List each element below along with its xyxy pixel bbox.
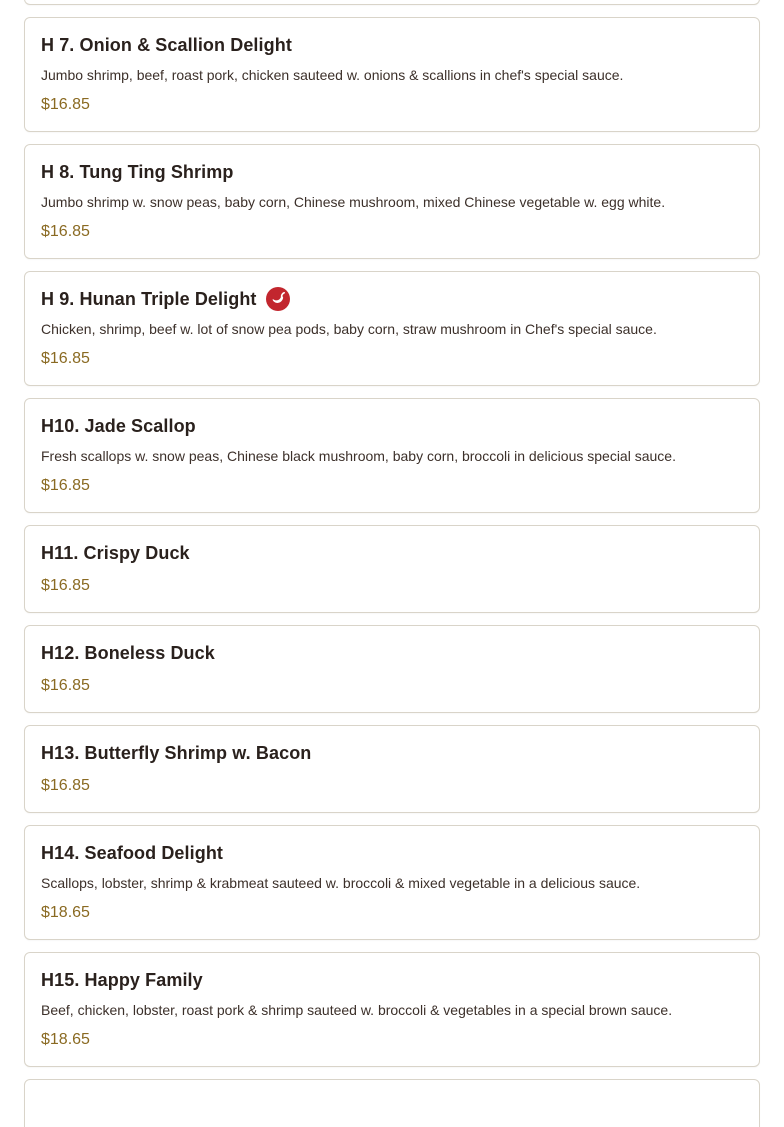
menu-item-description: Scallops, lobster, shrimp & krabmeat sauteed w. broccoli & mixed vegetable in a delicious sauce. xyxy=(41,875,641,891)
menu-item-header xyxy=(41,541,743,565)
menu-item-price: $16.85 xyxy=(41,223,90,240)
menu-item-card[interactable] xyxy=(24,144,760,259)
menu-item-description: Beef, chicken, lobster, roast pork & shrimp sauteed w. broccoli & vegetables in a special brown sauce. xyxy=(41,1002,673,1018)
menu-item-card[interactable] xyxy=(24,725,760,813)
menu-item-description: Chicken, shrimp, beef w. lot of snow pea pods, baby corn, straw mushroom in Chef's special sauce. xyxy=(41,321,657,337)
menu-item-header xyxy=(41,841,743,865)
menu-item-name: H10. Jade Scallop xyxy=(41,415,196,436)
menu-item-name: H11. Crispy Duck xyxy=(41,542,190,563)
menu-item-header xyxy=(41,1095,743,1119)
menu-item-card[interactable] xyxy=(24,398,760,513)
menu-item-header xyxy=(41,741,743,765)
menu-item-card[interactable] xyxy=(24,271,760,386)
menu-item-name: H12. Boneless Duck xyxy=(41,642,215,663)
menu-item-price: $16.85 xyxy=(41,477,90,494)
menu-item-card[interactable] xyxy=(24,825,760,940)
menu-item-description: Jumbo shrimp w. snow peas, baby corn, Chinese mushroom, mixed Chinese vegetable w. egg white. xyxy=(41,194,666,210)
menu-item-name: H14. Seafood Delight xyxy=(41,842,224,863)
menu-item-header xyxy=(41,160,743,184)
menu-item-card[interactable] xyxy=(24,1079,760,1127)
menu-item-name: H15. Happy Family xyxy=(41,969,203,990)
menu-item-header xyxy=(41,414,743,438)
chili-pepper-icon xyxy=(266,287,290,311)
menu-item-price: $18.65 xyxy=(41,1031,90,1048)
menu-item-description: Jumbo shrimp, beef, roast pork, chicken sauteed w. onions & scallions in chef's special sauce. xyxy=(41,67,624,83)
menu-item-card[interactable] xyxy=(24,525,760,613)
menu-item-header xyxy=(41,33,743,57)
menu-item-card[interactable] xyxy=(24,952,760,1067)
menu-item-name: H 8. Tung Ting Shrimp xyxy=(41,161,234,182)
menu-item-card[interactable] xyxy=(24,0,760,5)
menu-item-name: H13. Butterfly Shrimp w. Bacon xyxy=(41,742,312,763)
menu-item-description: Fresh scallops w. snow peas, Chinese black mushroom, baby corn, broccoli in delicious special sauce. xyxy=(41,448,676,464)
menu-item-price: $16.85 xyxy=(41,677,90,694)
menu-item-price: $16.85 xyxy=(41,777,90,794)
menu-item-price: $16.85 xyxy=(41,96,90,113)
menu-item-list xyxy=(24,0,760,1127)
menu-item-header xyxy=(41,287,743,311)
menu-item-header xyxy=(41,968,743,992)
menu-item-price: $16.85 xyxy=(41,577,90,594)
menu-item-card[interactable] xyxy=(24,17,760,132)
menu-item-price: $18.65 xyxy=(41,904,90,921)
menu-item-card[interactable] xyxy=(24,625,760,713)
menu-item-name: H 9. Hunan Triple Delight xyxy=(41,288,257,309)
menu-item-name: H 7. Onion & Scallion Delight xyxy=(41,34,292,55)
menu-item-price: $16.85 xyxy=(41,350,90,367)
menu-item-header xyxy=(41,641,743,665)
